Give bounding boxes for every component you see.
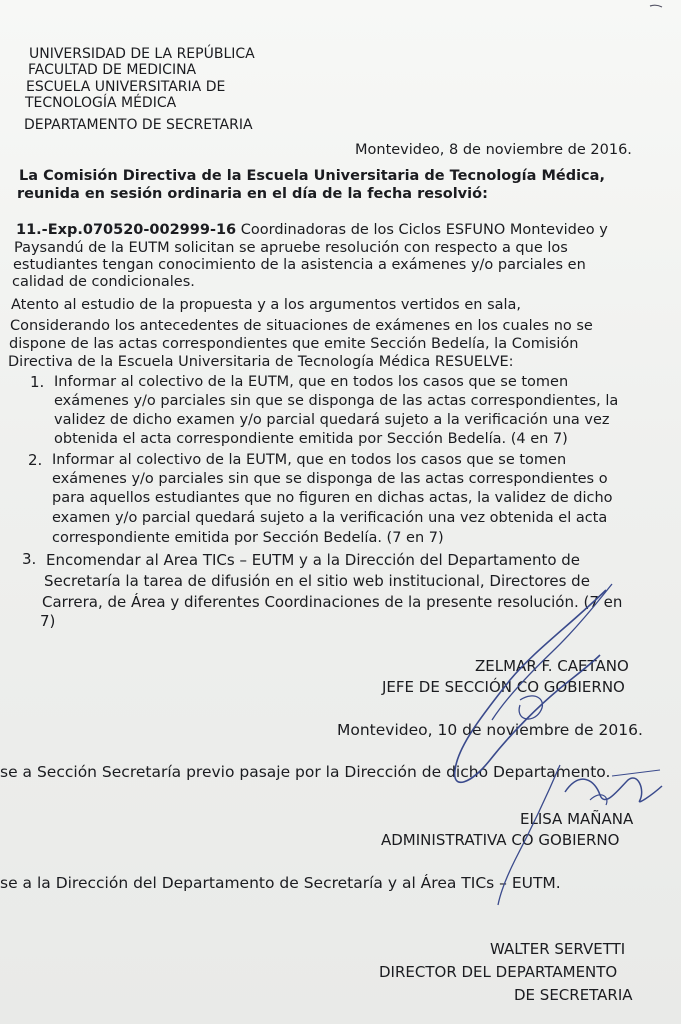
- intro-line-2: reunida en sesión ordinaria en el día de la fecha resolvió:: [17, 186, 488, 202]
- body-line-4: calidad de condicionales.: [12, 274, 195, 290]
- body-line-6: Considerando los antecedentes de situaciones de exámenes en los cuales no se: [10, 318, 593, 334]
- item-3-number: 3.: [22, 550, 37, 568]
- item-1-line-3: validez de dicho examen y/o parcial quedará sujeto a la verificación una vez: [54, 412, 610, 428]
- item-3-line-2: Secretaría la tarea de difusión en el sitio web institucional, Directores de: [44, 572, 590, 590]
- item-3-line-1: Encomendar al Area TICs – EUTM y a la Dirección del Departamento de: [46, 551, 581, 569]
- pass-line-1: se a Sección Secretaría previo pasaje por la Dirección de dicho Departamento.: [0, 763, 611, 781]
- header-faculty: FACULTAD DE MEDICINA: [28, 62, 197, 78]
- item-2-line-2: exámenes y/o parciales sin que se disponga de las actas correspondientes o: [52, 471, 608, 487]
- document-date: Montevideo, 8 de noviembre de 2016.: [355, 142, 632, 158]
- pass-line-2: se a la Dirección del Departamento de Secretaría y al Área TICs – EUTM.: [0, 874, 561, 892]
- item-2-number: 2.: [28, 451, 43, 469]
- second-date: Montevideo, 10 de noviembre de 2016.: [337, 721, 643, 739]
- intro-line-1: La Comisión Directiva de la Escuela Universitaria de Tecnología Médica,: [19, 168, 605, 184]
- header-department: DEPARTAMENTO DE SECRETARIA: [24, 117, 253, 133]
- signature-1-name: ZELMAR F. CAETANO: [475, 657, 629, 675]
- item-2-line-1: Informar al colectivo de la EUTM, que en todos los casos que se tomen: [52, 452, 567, 468]
- body-line-1: [16, 222, 608, 239]
- signature-3-name: WALTER SERVETTI: [490, 940, 626, 958]
- item-3-line-4: 7): [40, 612, 56, 630]
- body-line-5: Atento al estudio de la propuesta y a los argumentos vertidos en sala,: [11, 297, 522, 313]
- body-line-3: estudiantes tengan conocimiento de la asistencia a exámenes y/o parciales en: [13, 257, 586, 273]
- item-1-line-2: exámenes y/o parciales sin que se disponga de las actas correspondientes, la: [54, 393, 619, 409]
- header-school: ESCUELA UNIVERSITARIA DE: [26, 79, 226, 95]
- signature-1-title: JEFE DE SECCIÓN CO GOBIERNO: [382, 678, 625, 696]
- signature-3-title-2: DE SECRETARIA: [514, 986, 633, 1004]
- item-1-line-1: Informar al colectivo de la EUTM, que en todos los casos que se tomen: [54, 374, 569, 390]
- signature-2-name: ELISA MAÑANA: [520, 810, 634, 828]
- item-2-line-3: para aquellos estudiantes que no figuren en dichas actas, la validez de dicho: [52, 490, 613, 506]
- header-university: UNIVERSIDAD DE LA REPÚBLICA: [29, 46, 255, 62]
- header-school-name: TECNOLOGÍA MÉDICA: [25, 95, 177, 111]
- body-line-7: dispone de las actas correspondientes que emite Sección Bedelía, la Comisión: [9, 336, 579, 352]
- item-1-number: 1.: [30, 373, 45, 391]
- item-3-line-3: Carrera, de Área y diferentes Coordinaciones de la presente resolución. (7 en: [42, 593, 623, 611]
- body-line-8: Directiva de la Escuela Universitaria de Tecnología Médica RESUELVE:: [8, 354, 514, 370]
- item-1-line-4: obtenida el acta correspondiente emitida por Sección Bedelía. (4 en 7): [54, 431, 568, 447]
- signature-2-title: ADMINISTRATIVA CO GOBIERNO: [381, 831, 620, 849]
- item-2-line-4: examen y/o parcial quedará sujeto a la verificación una vez obtenida el acta: [52, 510, 608, 526]
- item-2-line-5: correspondiente emitida por Sección Bedelía. (7 en 7): [52, 530, 444, 546]
- body-line-1-rest: Coordinadoras de los Ciclos ESFUNO Montevideo y: [236, 222, 608, 238]
- signature-3-title-1: DIRECTOR DEL DEPARTAMENTO: [379, 963, 618, 981]
- expedient-number: 11.-Exp.070520-002999-16: [16, 222, 237, 238]
- body-line-2: Paysandú de la EUTM solicitan se apruebe resolución con respecto a que los: [14, 240, 568, 256]
